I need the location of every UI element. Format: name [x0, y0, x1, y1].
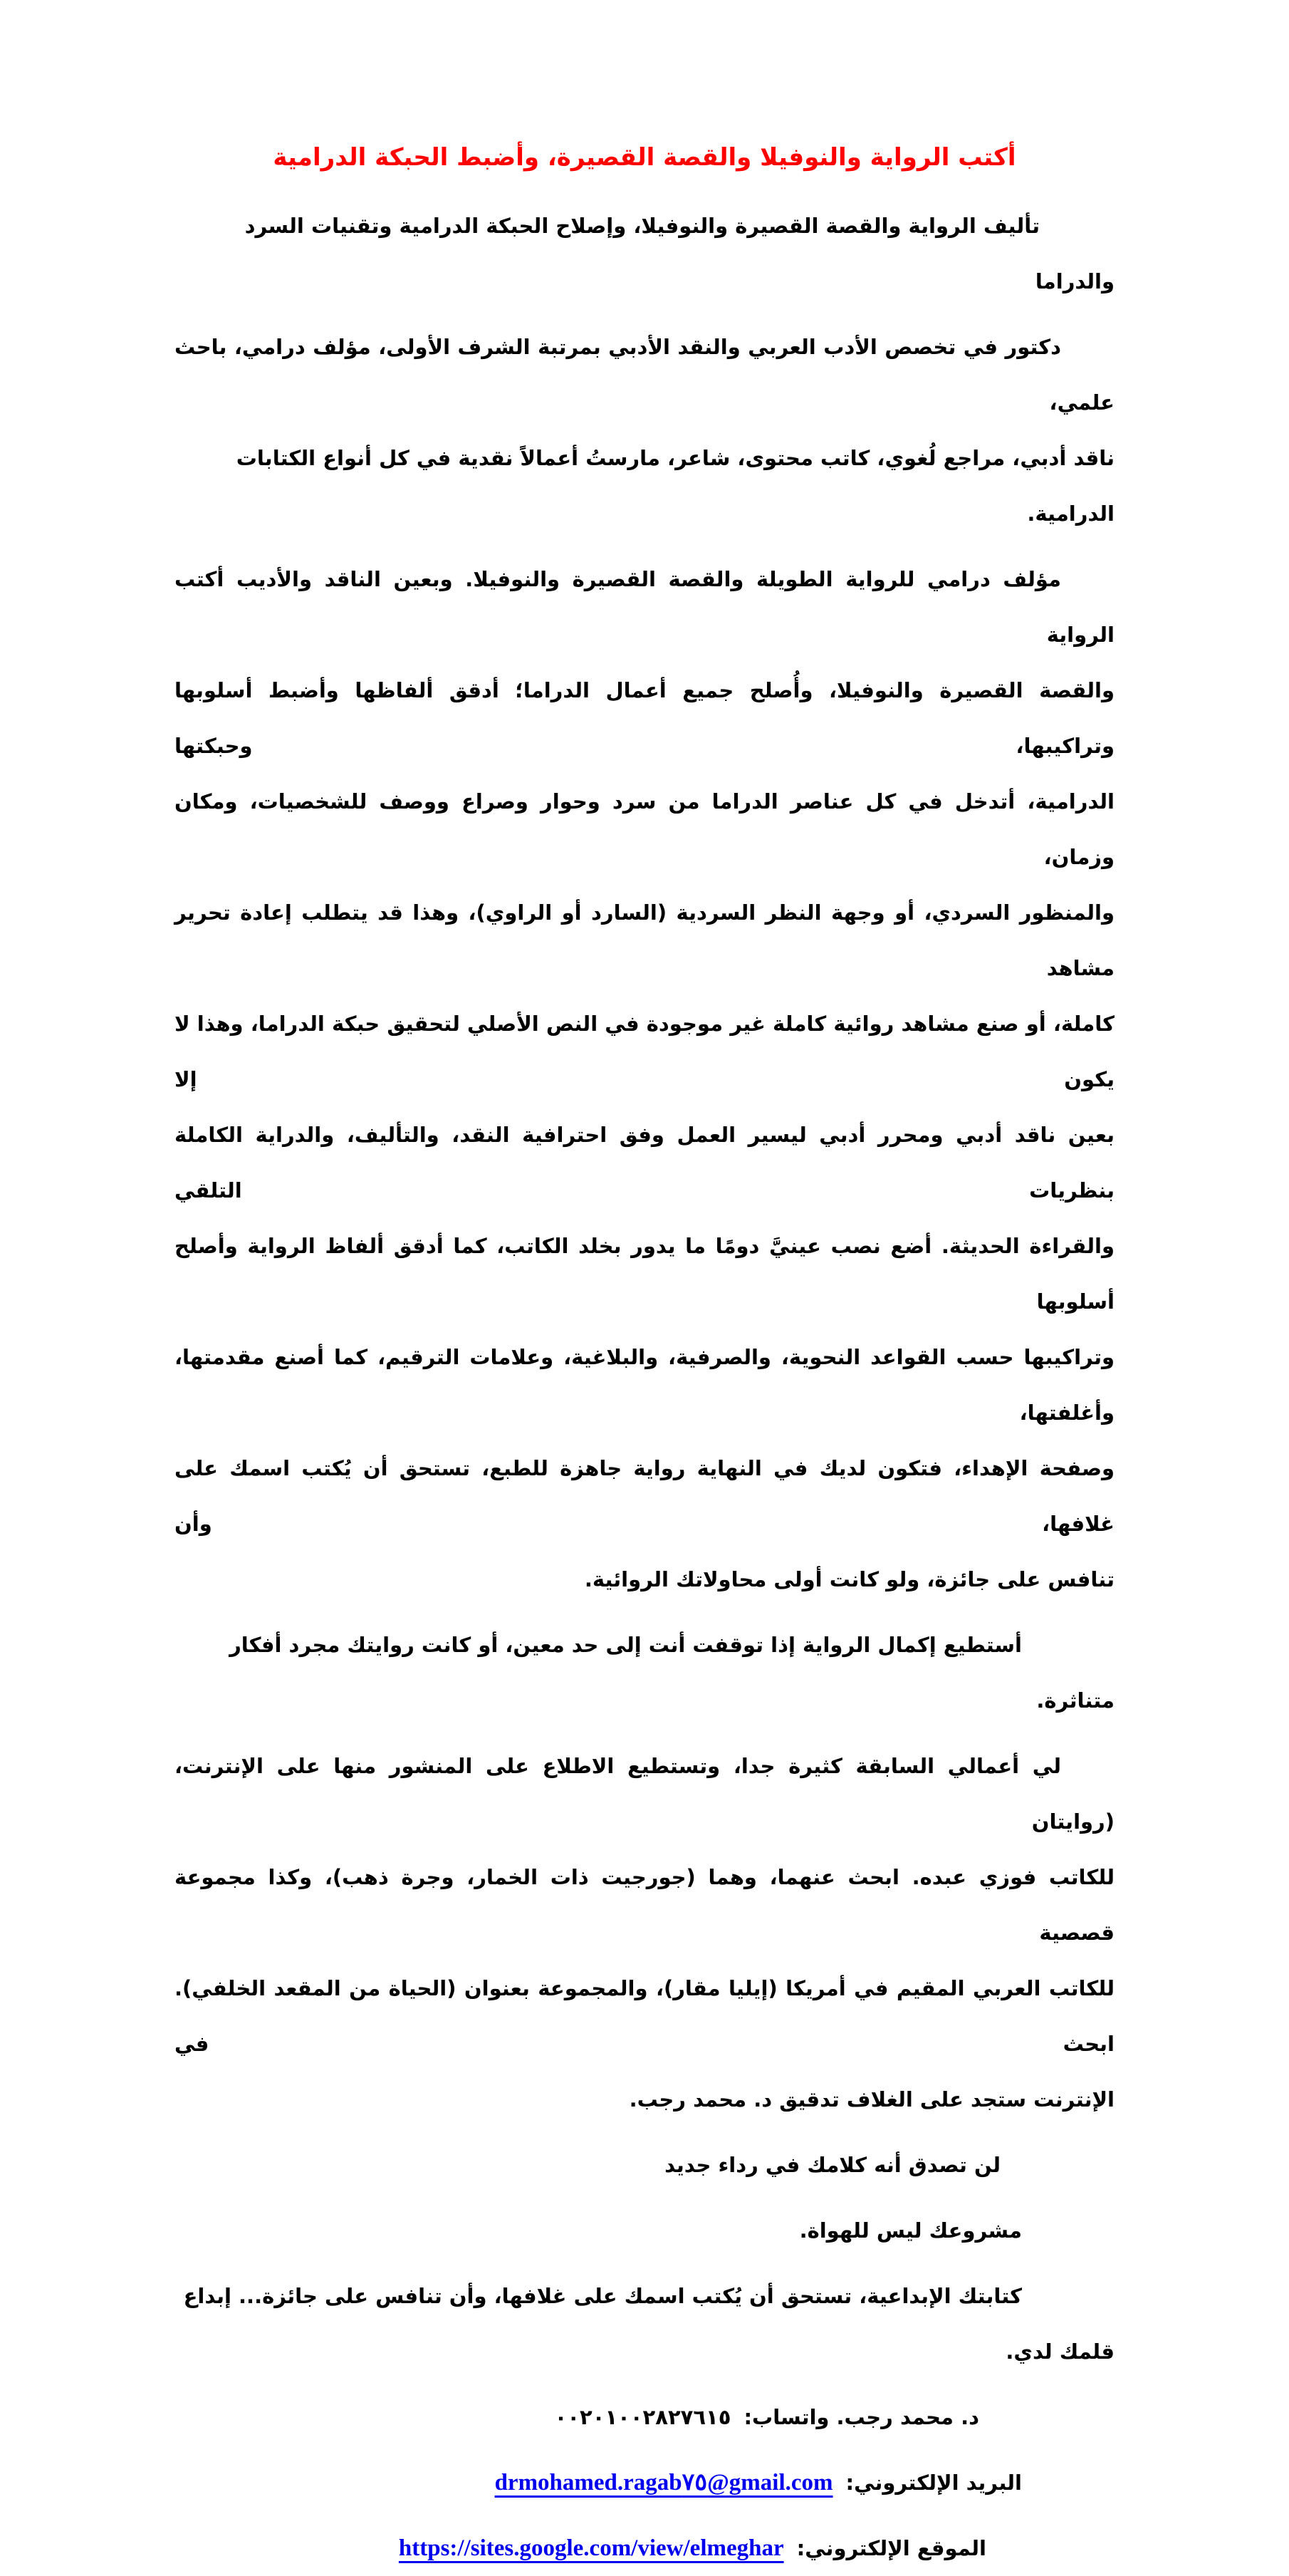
- signature-whatsapp-row: [174, 2389, 1115, 2445]
- qualifications-line: دكتور في تخصص الأدب العربي والنقد الأدبي بمرتبة الشرف الأولى، مؤلف درامي، باحث علمي،: [174, 335, 1115, 415]
- not-for-amateurs-line: مشروعك ليس للهواة.: [799, 2218, 1022, 2243]
- editing-services-line: والمنظور السردي، أو وجهة النظر السردية (السارد أو الراوي)، وهذا قد يتطلب إعادة تحرير مشاهد: [174, 900, 1115, 980]
- email-row: [174, 2455, 1115, 2510]
- email-label: البريد الإلكتروني:: [845, 2471, 1022, 2495]
- previous-works-line: للكاتب العربي المقيم في أمريكا (إيليا مقار)، والمجموعة بعنوان (الحياة من المقعد الخلفي). ابحث في: [174, 1976, 1115, 2056]
- previous-works-line: لي أعمالي السابقة كثيرة جدا، وتستطيع الاطلاع على المنشور منها على الإنترنت، (روايتان: [174, 1754, 1115, 1834]
- editing-services-line: الدرامية، أتدخل في كل عناصر الدراما من سرد وحوار وصراع ووصف للشخصيات، ومكان وزمان،: [174, 789, 1115, 869]
- creative-writing-line: كتابتك الإبداعية، تستحق أن يُكتب اسمك على غلافها، وأن تنافس على جائزة... إبداع قلمك لدي.: [183, 2284, 1115, 2364]
- editing-services-paragraph: [174, 551, 1115, 1607]
- services-summary-line: تأليف الرواية والقصة القصيرة والنوفيلا، وإصلاح الحبكة الدرامية وتقنيات السرد والدراما: [244, 214, 1115, 294]
- editing-services-line: كاملة، أو صنع مشاهد روائية كاملة غير موجودة في النص الأصلي لتحقيق حبكة الدراما، وهذا لا يكون إلا: [174, 1012, 1115, 1091]
- editing-services-line: والقصة القصيرة والنوفيلا، وأُصلح جميع أعمال الدراما؛ أدقق ألفاظها وأضبط أسلوبها وتراكيبها، وحبكتها: [174, 678, 1115, 758]
- website-link[interactable]: https://sites.google.com/view/elmeghar: [398, 2535, 784, 2561]
- editing-services-line: وتراكيبها حسب القواعد النحوية، والصرفية، والبلاغية، وعلامات الترقيم، كما أصنع مقدمتها، وأغلفتها،: [174, 1345, 1115, 1425]
- completion-offer-paragraph: [174, 1617, 1115, 1728]
- promise-paragraph: [174, 2137, 1115, 2193]
- whatsapp-number: ٠٠٢٠١٠٠٢٨٢٧٦١٥: [554, 2405, 731, 2429]
- previous-works-line: الإنترنت ستجد على الغلاف تدقيق د. محمد رجب.: [629, 2087, 1115, 2112]
- not-for-amateurs-paragraph: [174, 2203, 1115, 2258]
- website-label: الموقع الإلكتروني:: [796, 2536, 986, 2560]
- completion-offer-line: أستطيع إكمال الرواية إذا توقفت أنت إلى حد معين، أو كانت روايتك مجرد أفكار متناثرة.: [229, 1633, 1115, 1713]
- previous-works-line: للكاتب فوزي عبده. ابحث عنهما، وهما (جورجيت ذات الخمار، وجرة ذهب)، وكذا مجموعة قصصية: [174, 1865, 1115, 1945]
- editing-services-line: وصفحة الإهداء، فتكون لديك في النهاية رواية جاهزة للطبع، تستحق أن يُكتب اسمك على غلافها، وأن: [174, 1456, 1115, 1536]
- qualifications-line: ناقد أدبي، مراجع لُغوي، كاتب محتوى، شاعر، مارستُ أعمالاً نقدية في كل أنواع الكتابات الدرامية.: [236, 446, 1115, 526]
- creative-writing-paragraph: [174, 2268, 1115, 2379]
- previous-works-paragraph: [174, 1738, 1115, 2127]
- promise-line: لن تصدق أنه كلامك في رداء جديد: [664, 2153, 1001, 2177]
- editing-services-line: والقراءة الحديثة. أضع نصب عينيَّ دومًا ما يدور بخلد الكاتب، كما أدقق ألفاظ الرواية وأصلح أسلوبها: [174, 1234, 1115, 1314]
- editing-services-line: تنافس على جائزة، ولو كانت أولى محاولاتك الروائية.: [584, 1567, 1115, 1591]
- editing-services-line: مؤلف درامي للرواية الطويلة والقصة القصيرة والنوفيلا. وبعين الناقد والأديب أكتب الرواية: [174, 567, 1115, 647]
- website-row: [174, 2520, 1115, 2576]
- document-title: أكتب الرواية والنوفيلا والقصة القصيرة، وأضبط الحبكة الدرامية: [273, 143, 1016, 172]
- whatsapp-label: د. محمد رجب. واتساب:: [743, 2405, 979, 2429]
- services-summary-paragraph: [174, 198, 1115, 309]
- qualifications-paragraph: [174, 319, 1115, 541]
- email-link[interactable]: drmohamed.ragab٧٥@gmail.com: [494, 2470, 833, 2496]
- editing-services-line: بعين ناقد أدبي ومحرر أدبي ليسير العمل وفق احترافية النقد، والتأليف، والدراية الكاملة بنظريات التلقي: [174, 1123, 1115, 1203]
